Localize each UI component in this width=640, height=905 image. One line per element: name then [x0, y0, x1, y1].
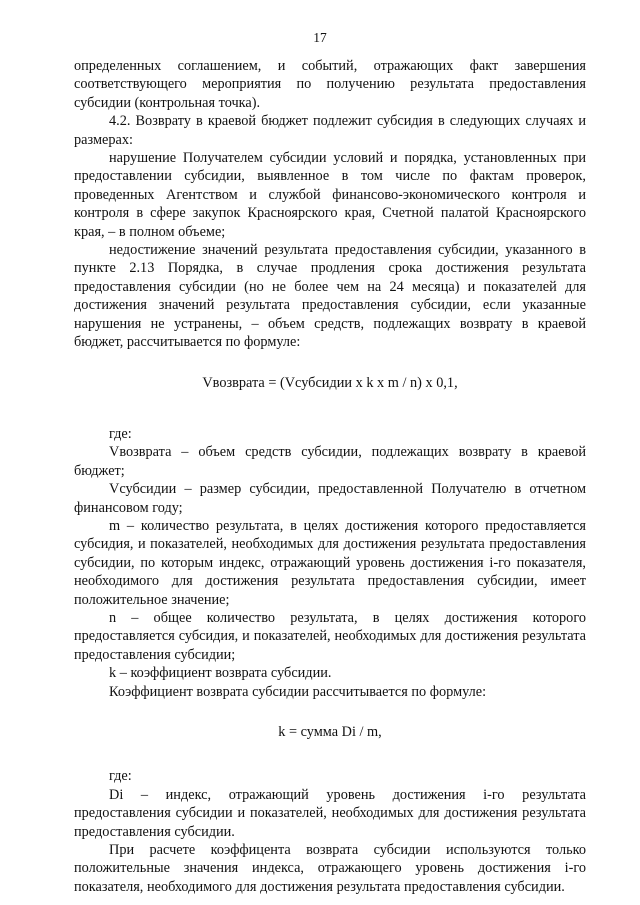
definition-m: m – количество результата, в целях достижения которого предоставляется субсидия, и показателей, необходимых для достижения результата предоставления субсидии, по которым индекс, отражающий уровень достижения i-го показателя, необходимого для достижения результата предоставления субсидии, имеет положительное значение; [74, 517, 586, 608]
paragraph-violation: нарушение Получателем субсидии условий и порядка, установленных при предоставлении субсидии, выявленное в том числе по фактам проверок, проведенных Агентством и службой финансово-экономического контроля и контроля в сфере закупок Красноярского края, Счетной палатой Красноярского края, – в полном объеме; [74, 150, 586, 240]
paragraph-non-achievement: недостижение значений результата предоставления субсидии, указанного в пункте 2.13 Порядка, в случае продления срока достижения результата предоставления субсидии (но не более чем на 24 месяца) и показателей для достижения значений результата предоставления субсидии, если указанные нарушения не устранены, – объем средств, подлежащих возврату в краевой бюджет, рассчитывается по формуле: [74, 242, 586, 351]
paragraph-coefficient-intro: Коэффициент возврата субсидии рассчитывается по формуле: [109, 683, 487, 700]
paragraph-positive-values: При расчете коэффицента возврата субсидии используются только положительные значения индекса, отражающего уровень достижения i-го показателя, необходимого для достижения результата предоставления субсидии. [74, 842, 586, 895]
formula-refund: Vвозврата = (Vсубсидии x k x m / n) x 0,1, [202, 374, 458, 391]
definition-n: n – общее количество результата, в целях достижения которого предоставляется субсидия, и показателей, необходимых для достижения результата предоставления субсидии; [74, 609, 586, 663]
where-label: где: [109, 425, 132, 442]
definition-v-refund: Vвозврата – объем средств субсидии, подлежащих возврату в краевой бюджет; [74, 444, 586, 479]
page-number: 17 [313, 30, 327, 45]
paragraph-4-2: 4.2. Возврату в краевой бюджет подлежит субсидия в следующих случаях и размерах: [74, 113, 586, 148]
where-label-2: где: [109, 768, 132, 785]
definition-di: Di – индекс, отражающий уровень достижения i-го результата предоставления субсидии и показателей, необходимых для достижения результата предоставления субсидии. [74, 786, 586, 840]
definition-k: k – коэффициент возврата субсидии. [109, 665, 332, 682]
paragraph-continuation: определенных соглашением, и событий, отражающих факт завершения соответствующего мероприятия по получению результата предоставления субсидии (контрольная точка). [74, 58, 586, 111]
document-body [74, 57, 586, 896]
definition-v-subsidy: Vсубсидии – размер субсидии, предоставленной Получателю в отчетном финансовом году; [74, 481, 586, 516]
formula-coefficient: k = сумма Di / m, [278, 724, 382, 740]
